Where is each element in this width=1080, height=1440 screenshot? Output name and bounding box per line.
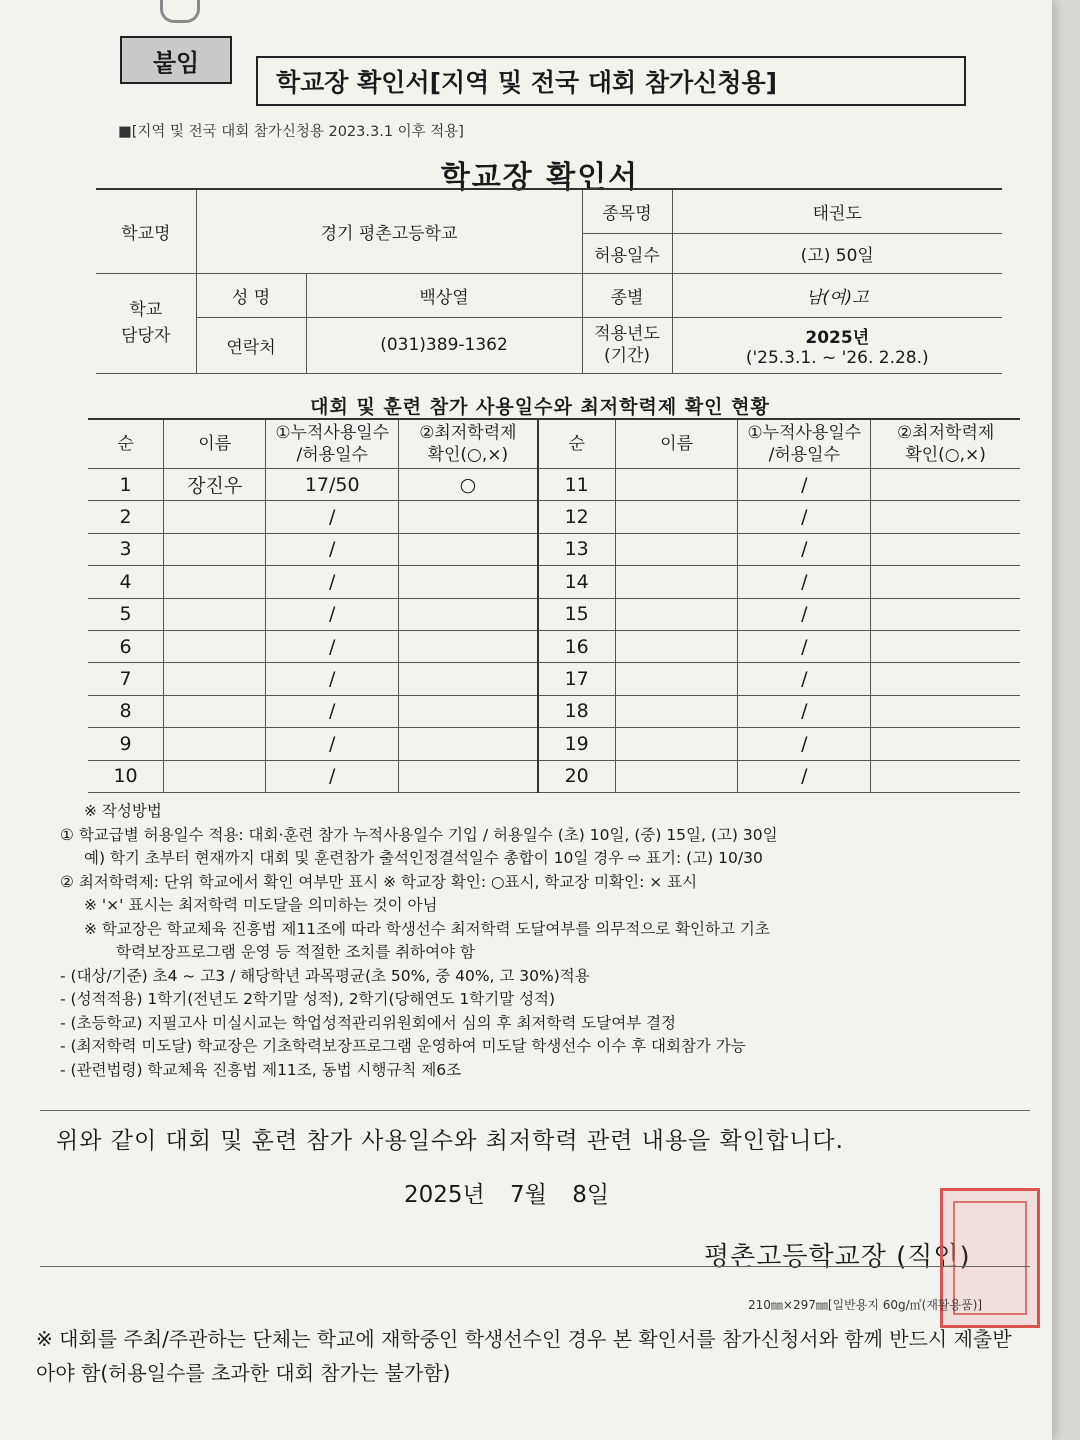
- row-name: [615, 728, 738, 760]
- row-name: [164, 663, 266, 695]
- row-days: /: [738, 501, 871, 533]
- divider: [40, 1110, 1030, 1111]
- row-academic: [871, 695, 1020, 727]
- header-academic: ②최저학력제 확인(○,×): [399, 419, 538, 469]
- row-academic: [871, 533, 1020, 565]
- row-no: 14: [538, 566, 616, 598]
- row-no: 8: [88, 695, 164, 727]
- document-title: 학교장 확인서[지역 및 전국 대회 참가신청용]: [256, 56, 966, 106]
- row-days: /: [266, 760, 399, 792]
- table-row: [88, 533, 1020, 565]
- row-academic: [871, 630, 1020, 662]
- divider: [40, 1266, 1030, 1267]
- row-name: [615, 501, 738, 533]
- row-days: /: [266, 695, 399, 727]
- row-days: /: [266, 566, 399, 598]
- row-no: 3: [88, 533, 164, 565]
- row-name: [164, 695, 266, 727]
- row-academic: [871, 598, 1020, 630]
- period-value: ('25.3.1. ~ '26. 2.28.): [745, 347, 929, 368]
- usage-table: [88, 418, 1020, 793]
- row-no: 18: [538, 695, 616, 727]
- row-academic: [399, 598, 538, 630]
- row-name: [164, 760, 266, 792]
- note-example: 예) 학기 초부터 현재까지 대회 및 훈련참가 출석인정결석일수 총합이 10일 경우 ⇨ 표기: (고) 10/30: [84, 849, 763, 867]
- row-days: /: [266, 533, 399, 565]
- row-name: [615, 566, 738, 598]
- note-elementary: - (초등학교) 지필고사 미실시교는 학업성적관리위원회에서 심의 후 최저학력 도달여부 결정: [60, 1013, 677, 1032]
- row-no: 9: [88, 728, 164, 760]
- row-academic: [399, 728, 538, 760]
- year-value: 2025년: [805, 327, 870, 348]
- row-academic: [399, 630, 538, 662]
- row-academic: [399, 566, 538, 598]
- row-name: [164, 598, 266, 630]
- row-days: /: [738, 469, 871, 501]
- row-no: 6: [88, 630, 164, 662]
- row-days: /: [738, 533, 871, 565]
- row-academic: [871, 469, 1020, 501]
- header-name: 이름: [615, 419, 738, 469]
- row-name: [164, 533, 266, 565]
- note-allowed-days: ① 학교급별 허용일수 적용: 대회·훈련 참가 누적사용일수 기입 / 허용일수 (초) 10일, (중) 15일, (고) 30일: [60, 825, 778, 844]
- row-academic: [871, 663, 1020, 695]
- header-days: ①누적사용일수 /허용일수: [266, 419, 399, 469]
- note-grades: - (성적적용) 1학기(전년도 2학기말 성적), 2학기(당해연도 1학기말 성적): [60, 990, 556, 1008]
- allowed-days-label: 허용일수: [582, 233, 672, 273]
- row-no: 17: [538, 663, 616, 695]
- page-title: 학교장 확인서: [440, 160, 640, 195]
- name-value: 백상열: [306, 273, 582, 317]
- paper-clip: [160, 0, 200, 23]
- row-name: [615, 598, 738, 630]
- instructions: [60, 800, 1050, 1082]
- paper-size-note: 210㎜×297㎜[일반용지 60g/㎡(재활용품)]: [748, 1298, 983, 1312]
- footer-note: ※ 대회를 주최/주관하는 단체는 학교에 재학중인 학생선수인 경우 본 확인서를 참가신청서와 함께 반드시 제출받아야 함(허용일수를 초과한 대회 참가는 불가함): [36, 1327, 1012, 1385]
- event-label: 종목명: [582, 189, 672, 233]
- row-no: 16: [538, 630, 616, 662]
- table-row: [88, 760, 1020, 792]
- header-academic: ②최저학력제 확인(○,×): [871, 419, 1020, 469]
- row-academic: [871, 501, 1020, 533]
- row-name: [615, 663, 738, 695]
- row-days: /: [266, 728, 399, 760]
- issue-date: 2025년 7월 8일: [404, 1182, 610, 1208]
- row-days: /: [738, 695, 871, 727]
- header-name: 이름: [164, 419, 266, 469]
- type-value: 남(여)고: [672, 273, 1002, 317]
- note-principal-cont: 학력보장프로그램 운영 등 적절한 조치를 취하여야 함: [116, 943, 475, 961]
- row-academic: [399, 760, 538, 792]
- row-no: 10: [88, 760, 164, 792]
- year-cell: [672, 317, 1002, 373]
- note-law: - (관련법령) 학교체육 진흥법 제11조, 동법 시행규칙 제6조: [60, 1060, 462, 1079]
- row-no: 5: [88, 598, 164, 630]
- school-label: 학교명: [96, 189, 196, 273]
- row-name: [615, 695, 738, 727]
- row-no: 19: [538, 728, 616, 760]
- row-no: 11: [538, 469, 616, 501]
- row-academic: [399, 533, 538, 565]
- row-no: 13: [538, 533, 616, 565]
- row-name: [164, 566, 266, 598]
- note-target: - (대상/기준) 초4 ~ 고3 / 해당학년 과목평균(초 50%, 중 40%, 고 30%)적용: [60, 966, 590, 985]
- table-row: [88, 695, 1020, 727]
- row-days: /: [266, 663, 399, 695]
- row-name: [615, 469, 738, 501]
- row-name: [164, 501, 266, 533]
- row-no: 1: [88, 469, 164, 501]
- table-row: [88, 630, 1020, 662]
- attachment-tag: 붙임: [120, 36, 232, 84]
- event-value: 태권도: [672, 189, 1002, 233]
- note-principal: ※ 학교장은 학교체육 진흥법 제11조에 따라 학생선수 최저학력 도달여부를 의무적으로 확인하고 기초: [84, 919, 770, 938]
- applicability-notice: ■[지역 및 전국 대회 참가신청용 2023.3.1 이후 적용]: [118, 124, 464, 140]
- row-days: /: [738, 566, 871, 598]
- signer: 평촌고등학교장 (직인): [704, 1242, 971, 1272]
- header-no: 순: [88, 419, 164, 469]
- table-row: [88, 469, 1020, 501]
- row-no: 4: [88, 566, 164, 598]
- row-no: 20: [538, 760, 616, 792]
- row-name: 장진우: [164, 469, 266, 501]
- table-row: [88, 501, 1020, 533]
- row-no: 7: [88, 663, 164, 695]
- row-academic: [871, 728, 1020, 760]
- note-x-mark: ※ '×' 표시는 최저학력 미도달을 의미하는 것이 아님: [84, 896, 438, 914]
- notes-heading: ※ 작성방법: [84, 802, 162, 820]
- header-days: ①누적사용일수 /허용일수: [738, 419, 871, 469]
- row-no: 15: [538, 598, 616, 630]
- row-academic: ○: [399, 469, 538, 501]
- note-below-minimum: - (최저학력 미도달) 학교장은 기초학력보장프로그램 운영하여 미도달 학생선수 이수 후 대회참가 가능: [60, 1037, 746, 1055]
- row-days: /: [738, 598, 871, 630]
- manager-label: 학교 담당자: [96, 273, 196, 373]
- row-name: [164, 630, 266, 662]
- confirmation-statement: 위와 같이 대회 및 훈련 참가 사용일수와 최저학력 관련 내용을 확인합니다.: [56, 1128, 844, 1154]
- row-days: /: [738, 630, 871, 662]
- table-row: [88, 663, 1020, 695]
- row-academic: [871, 566, 1020, 598]
- row-name: [164, 728, 266, 760]
- year-label: 적용년도 (기간): [582, 317, 672, 373]
- allowed-days-value: (고) 50일: [672, 233, 1002, 273]
- school-info-table: [96, 188, 1002, 374]
- school-value: 경기 평촌고등학교: [196, 189, 582, 273]
- row-academic: [399, 501, 538, 533]
- header-no: 순: [538, 419, 616, 469]
- note-academic: ② 최저학력제: 단위 학교에서 확인 여부만 표시 ※ 학교장 확인: ○표시, 학교장 미확인: × 표시: [60, 872, 698, 891]
- contact-value: (031)389-1362: [306, 317, 582, 373]
- row-no: 12: [538, 501, 616, 533]
- row-days: /: [738, 728, 871, 760]
- row-academic: [871, 760, 1020, 792]
- row-days: /: [266, 598, 399, 630]
- row-days: /: [738, 663, 871, 695]
- type-label: 종별: [582, 273, 672, 317]
- row-name: [615, 760, 738, 792]
- row-days: /: [266, 630, 399, 662]
- table-row: [88, 728, 1020, 760]
- contact-label: 연락처: [196, 317, 306, 373]
- row-days: /: [266, 501, 399, 533]
- row-days: 17/50: [266, 469, 399, 501]
- row-name: [615, 630, 738, 662]
- table-row: [88, 598, 1020, 630]
- row-academic: [399, 663, 538, 695]
- section-title: 대회 및 훈련 참가 사용일수와 최저학력제 확인 현황: [310, 396, 770, 418]
- name-label: 성 명: [196, 273, 306, 317]
- row-academic: [399, 695, 538, 727]
- table-row: [88, 566, 1020, 598]
- row-name: [615, 533, 738, 565]
- row-days: /: [738, 760, 871, 792]
- row-no: 2: [88, 501, 164, 533]
